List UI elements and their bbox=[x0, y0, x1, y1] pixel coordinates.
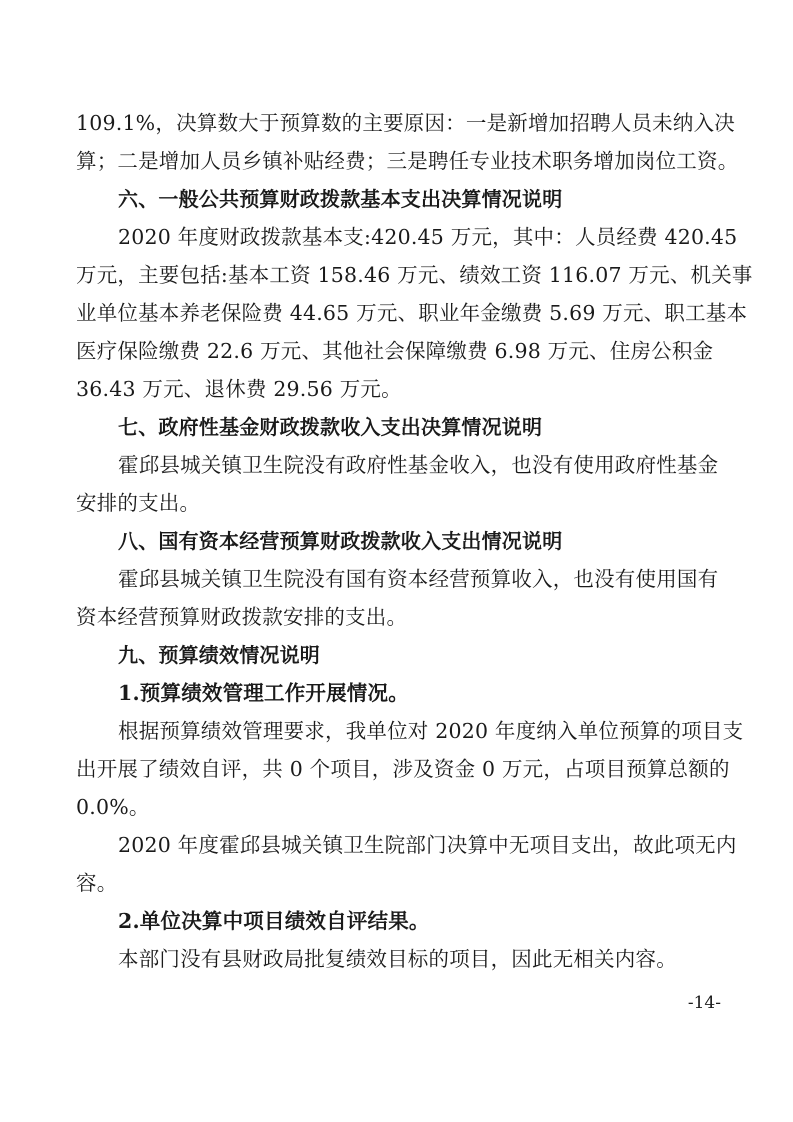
body-line: 安排的支出。 bbox=[76, 491, 201, 515]
section-7-heading: 七、政府性基金财政拨款收入支出决算情况说明 bbox=[118, 415, 543, 439]
section-8-heading: 八、国有资本经营预算财政拨款收入支出情况说明 bbox=[118, 529, 563, 553]
body-line: 资本经营预算财政拨款安排的支出。 bbox=[76, 605, 408, 629]
body-line: 2020 年度霍邱县城关镇卫生院部门决算中无项目支出，故此项无内 bbox=[118, 833, 737, 857]
body-line: 本部门没有县财政局批复绩效目标的项目，因此无相关内容。 bbox=[118, 947, 677, 971]
body-line: 0.0%。 bbox=[76, 795, 150, 819]
body-line: 霍邱县城关镇卫生院没有政府性基金收入，也没有使用政府性基金 bbox=[118, 453, 719, 477]
body-line: 医疗保险缴费 22.6 万元、其他社会保障缴费 6.98 万元、住房公积金 bbox=[76, 339, 714, 363]
body-line: 万元，主要包括:基本工资 158.46 万元、绩效工资 116.07 万元、机关事 bbox=[76, 263, 753, 287]
body-line: 36.43 万元、退休费 29.56 万元。 bbox=[76, 377, 402, 401]
body-line: 2020 年度财政拨款基本支:420.45 万元，其中：人员经费 420.45 bbox=[118, 225, 738, 249]
section-6-heading: 六、一般公共预算财政拨款基本支出决算情况说明 bbox=[118, 187, 563, 211]
body-line: 算；二是增加人员乡镇补贴经费；三是聘任专业技术职务增加岗位工资。 bbox=[76, 149, 739, 173]
page-number: -14- bbox=[687, 993, 721, 1013]
body-line: 根据预算绩效管理要求，我单位对 2020 年度纳入单位预算的项目支 bbox=[118, 719, 744, 743]
section-9-heading: 九、预算绩效情况说明 bbox=[118, 643, 320, 667]
subsection-1-heading: 1.预算绩效管理工作开展情况。 bbox=[118, 681, 409, 705]
subsection-2-heading: 2.单位决算中项目绩效自评结果。 bbox=[118, 909, 430, 933]
body-line: 出开展了绩效自评，共 0 个项目，涉及资金 0 万元，占项目预算总额的 bbox=[76, 757, 730, 781]
body-line: 霍邱县城关镇卫生院没有国有资本经营预算收入，也没有使用国有 bbox=[118, 567, 719, 591]
body-line: 109.1%，决算数大于预算数的主要原因：一是新增加招聘人员未纳入决 bbox=[76, 111, 735, 135]
body-line: 业单位基本养老保险费 44.65 万元、职业年金缴费 5.69 万元、职工基本 bbox=[76, 301, 748, 325]
body-line: 容。 bbox=[76, 871, 118, 895]
